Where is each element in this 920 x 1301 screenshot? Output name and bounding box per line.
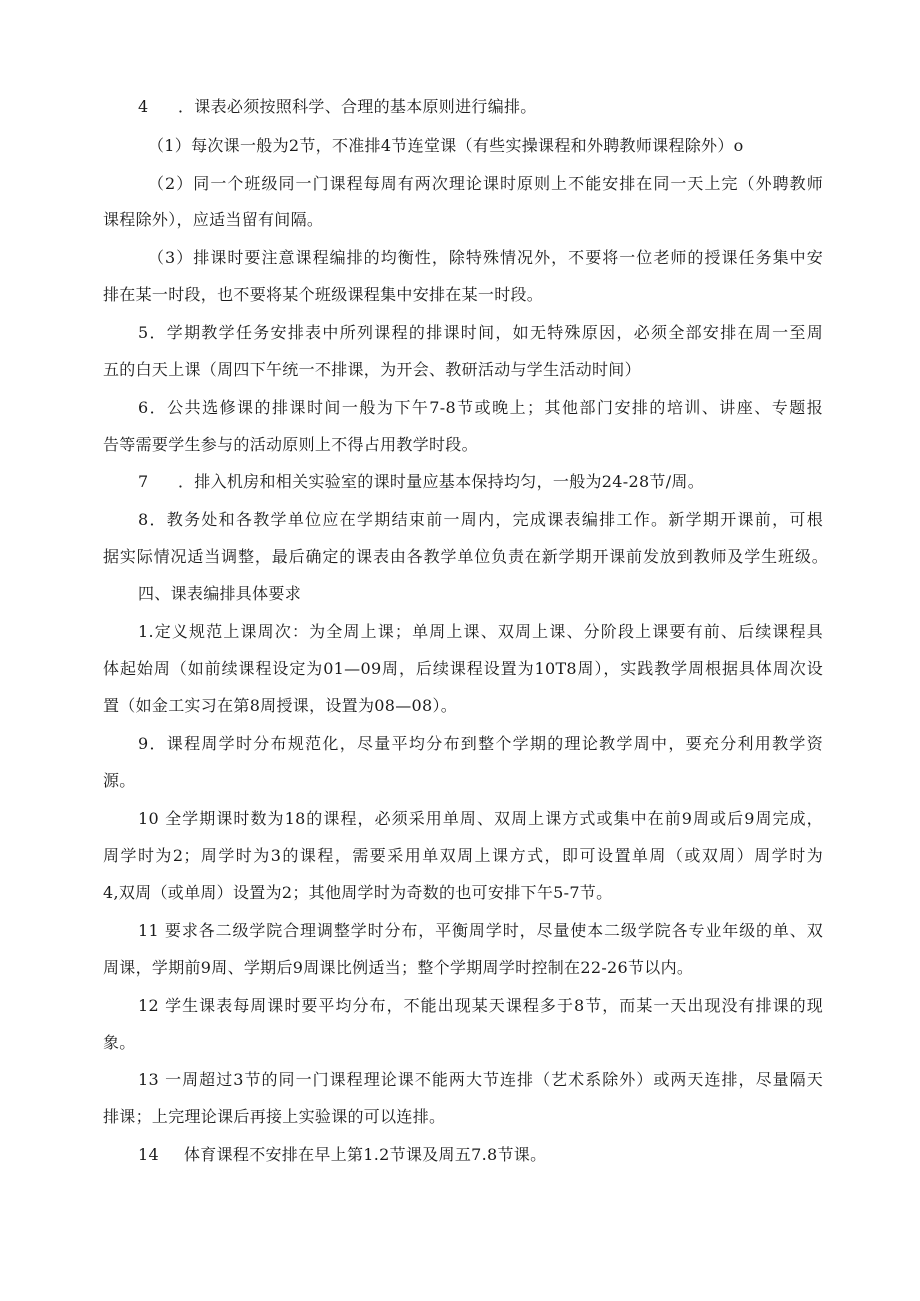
paragraph-line: （1）每次课一般为2节，不准排4节连堂课（有些实操课程和外聘教师课程除外）o [148,136,744,155]
item-number: 14 [138,1145,159,1164]
paragraph-line: 6．公共选修课的排课时间一般为下午7-8节或晚上；其他部门安排的培训、讲座、专题报 [138,398,823,417]
paragraph-line: 置（如金工实习在第8周授课，设置为08—08）。 [103,696,458,715]
paragraph-line: 排课；上完理论课后再接上实验课的可以连排。 [103,1107,446,1126]
paragraph-line: （2）同一个班级同一门课程每周有两次理论课时原则上不能安排在同一天上完（外聘教师 [148,174,823,193]
paragraph-line: 源。 [103,771,136,790]
paragraph-text: ．排入机房和相关实验室的课时量应基本保持均匀，一般为24-28节/周。 [178,472,705,491]
paragraph-text: ．课表必须按照科学、合理的基本原则进行编排。 [178,97,537,116]
item-14-line [138,1145,758,1165]
paragraph-line: 9．课程周学时分布规范化，尽量平均分布到整个学期的理论教学周中，要充分利用教学资 [138,734,823,753]
paragraph-line: 周学时为2；周学时为3的课程，需要采用单双周上课方式，即可设置单周（或双周）周学时为 [103,846,823,865]
paragraph-line: 10 全学期课时数为18的课程，必须采用单周、双周上课方式或集中在前9周或后9周完成， [138,809,823,828]
paragraph-line: 12 学生课表每周课时要平均分布，不能出现某天课程多于8节，而某一天出现没有排课的现 [138,996,823,1015]
paragraph-line: 11 要求各二级学院合理调整学时分布，平衡周学时，尽量使本二级学院各专业年级的单、双 [138,921,823,940]
paragraph-line: 告等需要学生参与的活动原则上不得占用教学时段。 [103,435,478,454]
paragraph-line: 4,双周（或单周）设置为2；其他周学时为奇数的也可安排下午5-7节。 [103,883,613,902]
paragraph-line: 5．学期教学任务安排表中所列课程的排课时间，如无特殊原因，必须全部安排在周一至周 [138,323,823,342]
item-4-line [138,97,738,117]
paragraph-line: 课程除外），应适当留有间隔。 [103,210,324,229]
paragraph-line: 体起始周（如前续课程设定为01—09周，后续课程设置为10T8周），实践教学周根据具体周次设 [103,659,823,678]
item-number: 7 [138,472,149,491]
item-7-line [138,472,778,492]
section-heading: 四、课表编排具体要求 [138,584,302,603]
paragraph-line: 五的白天上课（周四下午统一不排课，为开会、教研活动与学生活动时间） [103,360,641,379]
paragraph-line: 象。 [103,1033,136,1052]
paragraph-line: （3）排课时要注意课程编排的均衡性，除特殊情况外，不要将一位老师的授课任务集中安 [148,248,823,267]
paragraph-line: 据实际情况适当调整，最后确定的课表由各教学单位负责在新学期开课前发放到教师及学生班级。 [103,547,828,566]
paragraph-line: 1.定义规范上课周次：为全周上课；单周上课、双周上课、分阶段上课要有前、后续课程具 [138,622,823,641]
paragraph-text: 体育课程不安排在早上第1.2节课及周五7.8节课。 [184,1145,547,1164]
paragraph-line: 周课，学期前9周、学期后9周课比例适当；整个学期周学时控制在22-26节以内。 [103,958,694,977]
paragraph-line: 13 一周超过3节的同一门课程理论课不能两大节连排（艺术系除外）或两天连排，尽量隔天 [138,1070,823,1089]
item-number: 4 [138,97,149,116]
paragraph-line: 排在某一时段，也不要将某个班级课程集中安排在某一时段。 [103,285,544,304]
paragraph-line: 8．教务处和各教学单位应在学期结束前一周内，完成课表编排工作。新学期开课前，可根 [138,510,823,529]
